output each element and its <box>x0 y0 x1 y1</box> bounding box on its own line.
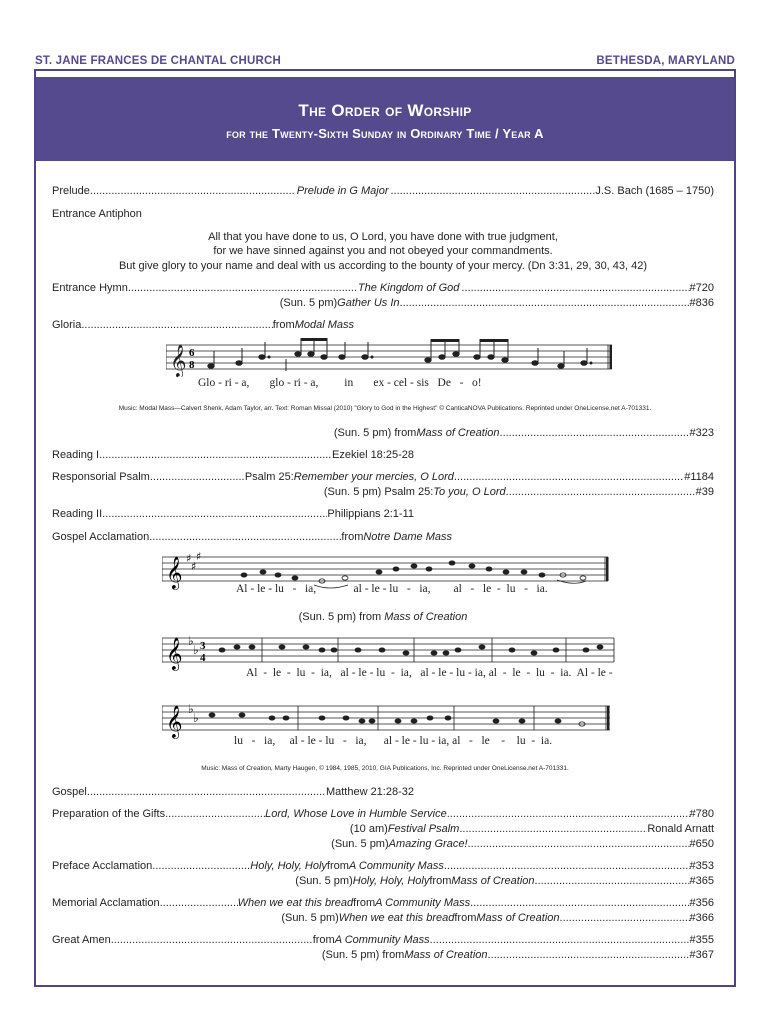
gospel-lyrics-3: lu - ia, al - le - lu - ia, al - le - lu - ia, al - le - lu - ia. <box>234 735 553 747</box>
svg-text:♭: ♭ <box>188 702 194 716</box>
church-name: ST. JANE FRANCES DE CHANTAL CHURCH <box>35 55 281 67</box>
svg-text:𝄞: 𝄞 <box>170 344 187 377</box>
preface-row: Preface Acclamation ..... Holy, Holy, Holy from A Community Mass ..... #353 <box>52 859 714 873</box>
gospel-staff-2 <box>162 628 622 672</box>
entrance-hymn-alt: (Sun. 5 pm) Gather Us In ..... #836 <box>280 296 714 310</box>
svg-text:𝄞: 𝄞 <box>166 637 183 670</box>
memorial-row: Memorial Acclamation ..... When we eat this bread from A Community Mass ..... #356 <box>52 896 714 910</box>
gifts-alt-1: (10 am) Festival Psalm ..... Ronald Arnatt <box>350 822 714 836</box>
dot-leader <box>391 184 596 198</box>
amen-row: Great Amen ..... from A Community Mass ..... #355 <box>52 933 714 947</box>
svg-text:♭: ♭ <box>193 711 199 725</box>
gloria-credit: Music: Modal Mass—Calvert Shenk, Adam Taylor, arr. Text: Roman Missal (2010) "Glory to God in the Highest" © CanticaNOVA Publications. Reprinted under OneLicense.net A-701331. <box>118 405 652 412</box>
preface-alt: (Sun. 5 pm) Holy, Holy, Holy from Mass of Creation ..... #365 <box>295 874 714 888</box>
svg-text:6: 6 <box>189 347 195 359</box>
dot-leader <box>128 281 356 295</box>
psalm-alt: (Sun. 5 pm) Psalm 25: To you, O Lord ..... #39 <box>324 485 714 499</box>
svg-text:𝄞: 𝄞 <box>166 705 183 738</box>
gospel-row: Gospel ..... Matthew 21:28-32 <box>52 785 414 799</box>
antiphon-line: for we have sinned against you and not obeyed your commandments. <box>213 245 553 257</box>
dot-leader <box>81 318 272 332</box>
prelude-row <box>52 184 714 198</box>
gifts-alt-2: (Sun. 5 pm) Amazing Grace! ..... #650 <box>331 837 714 851</box>
svg-text:3: 3 <box>200 640 206 652</box>
page-subtitle: for the Twenty-Sixth Sunday in Ordinary Time / Year A <box>226 126 544 141</box>
hymn-number: #720 <box>689 282 714 294</box>
antiphon-label: Entrance Antiphon <box>52 208 142 220</box>
gospel-acclamation-alt: (Sun. 5 pm) from Mass of Creation <box>298 611 468 623</box>
reading-1-row: Reading I ..... Ezekiel 18:25-28 <box>52 448 414 462</box>
svg-text:4: 4 <box>200 652 206 664</box>
amen-alt: (Sun. 5 pm) from Mass of Creation ..... #367 <box>322 948 714 962</box>
gospel-lyrics-1: Al - le - lu - ia, al - le - lu - ia, al - le - lu - ia. <box>236 583 548 595</box>
gifts-row: Preparation of the Gifts ..... Lord, Whose Love in Humble Service ..... #780 <box>52 807 714 821</box>
gloria-staff <box>166 337 626 377</box>
prelude-title: Prelude in G Major <box>296 185 389 197</box>
reading-2-row: Reading II ..... Philippians 2:1-11 <box>52 507 414 521</box>
entrance-hymn-label: Entrance Hymn <box>52 282 128 294</box>
svg-text:♯: ♯ <box>196 550 202 563</box>
worship-frame <box>34 69 736 987</box>
antiphon-line: But give glory to your name and deal with us according to the bounty of your mercy. (Dn 3:31, 29, 30, 43, 42) <box>118 260 648 272</box>
entrance-hymn-row <box>52 281 714 295</box>
gloria-title: Modal Mass <box>294 319 354 331</box>
gospel-credit: Music: Mass of Creation, Marty Haugen, © 1984, 1985, 2010, GIA Publications, Inc. Reprinted under OneLicense.net A-701331. <box>201 765 569 772</box>
gloria-lyrics: Glo - ri - a, glo - ri - a, in ex - cel - sis De - o! <box>198 377 482 389</box>
prelude-composer: J.S. Bach (1685 – 1750) <box>595 185 714 197</box>
svg-text:♯: ♯ <box>191 560 197 573</box>
antiphon-line: All that you have done to us, O Lord, you have done with true judgment, <box>208 231 558 243</box>
psalm-row: Responsorial Psalm ..... Psalm 25: Remember your mercies, O Lord ..... #1184 <box>52 470 714 484</box>
gospel-acclamation-row: Gospel Acclamation ..... from Notre Dame Mass <box>52 530 452 544</box>
gospel-lyrics-2: Al - le - lu - ia, al - le - lu - ia, al - le - lu - ia, al - le - lu - ia. Al - le - <box>246 667 613 679</box>
gloria-label: Gloria <box>52 319 82 331</box>
svg-text:𝄞: 𝄞 <box>166 556 183 589</box>
gospel-staff-3 <box>162 696 622 740</box>
church-location: BETHESDA, MARYLAND <box>596 55 735 67</box>
svg-text:♯: ♯ <box>186 552 192 565</box>
dot-leader <box>90 184 295 198</box>
gloria-row: Gloria ..... from Modal Mass <box>52 318 354 332</box>
prelude-label: Prelude <box>52 185 90 197</box>
memorial-alt: (Sun. 5 pm) When we eat this bread from Mass of Creation ..... #366 <box>281 911 714 925</box>
entrance-hymn-title: The Kingdom of God <box>357 282 460 294</box>
title-banner <box>36 77 734 161</box>
page-title: The Order of Worship <box>298 101 472 120</box>
svg-text:♭: ♭ <box>188 634 194 648</box>
gloria-alt: (Sun. 5 pm) from Mass of Creation ..... #323 <box>334 426 714 440</box>
dot-leader <box>461 281 689 295</box>
svg-text:8: 8 <box>189 359 195 371</box>
svg-text:♭: ♭ <box>193 643 199 657</box>
